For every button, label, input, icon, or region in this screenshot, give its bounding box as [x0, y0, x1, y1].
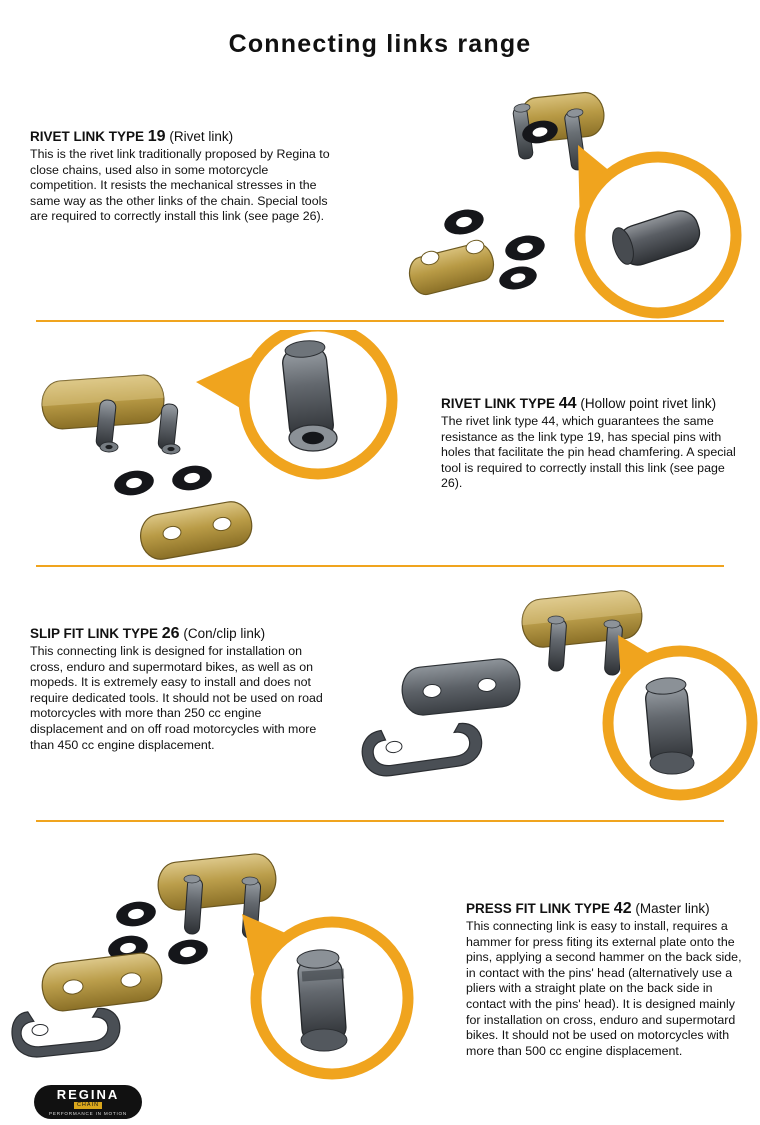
rivet-44-graphic	[20, 330, 420, 565]
section-divider	[36, 320, 724, 322]
heading-parenthetical: (Con/clip link)	[183, 626, 266, 641]
section-body: This connecting link is designed for installation on cross, enduro and supermotard bikes, as well as on mopeds. It is extremely easy to install and does not require dedicated tools. It should not be used on road motorcycles with more than 250 cc engine displacement and on off road motorcycles with more than 450 cc engine displacement.	[30, 644, 323, 752]
logo-tagline: CHAIN	[74, 1102, 102, 1109]
illustration-rivet-19	[400, 70, 760, 320]
section-body: The rivet link type 44, which guarantees the same resistance as the link type 19, has special pins with holes that facilitate the pin head chamfering. A special tool is required to correctly install this link (see page 26).	[441, 414, 736, 491]
section-text-slip-26	[30, 625, 335, 753]
section-heading	[441, 395, 741, 412]
magnifier-callout	[196, 330, 392, 474]
heading-number: 44	[558, 395, 577, 412]
logo-subtitle: PERFORMANCE IN MOTION	[48, 1111, 128, 1116]
o-rings	[112, 463, 214, 499]
illustration-rivet-44	[20, 330, 420, 565]
heading-number: 19	[147, 128, 166, 145]
heading-parenthetical: (Hollow point rivet link)	[580, 396, 717, 411]
section-text-rivet-19	[30, 128, 330, 225]
section-body: This is the rivet link traditionally proposed by Regina to close chains, used also in some motorcycle competition. It resists the mechanical stresses in the same way as the other links of the chain. Special tools are required to correctly install this link (see page 26).	[30, 147, 330, 224]
section-text-press-42	[466, 900, 744, 1059]
slip-26-graphic	[360, 575, 760, 820]
outer-plate-front	[406, 239, 498, 298]
heading-parenthetical: (Master link)	[635, 901, 710, 916]
logo-name: REGINA	[56, 1087, 120, 1102]
magnifier-callout	[578, 145, 736, 313]
heading-number: 26	[161, 625, 180, 642]
rivet-19-graphic	[400, 70, 760, 320]
section-heading	[30, 625, 335, 642]
spring-clip	[360, 717, 485, 779]
magnifier-callout	[242, 914, 408, 1074]
outer-plate-front	[137, 499, 255, 563]
section-heading	[466, 900, 744, 917]
press-42-graphic	[10, 830, 450, 1090]
heading-label: SLIP FIT LINK TYPE	[30, 626, 159, 641]
zoomed-pin	[296, 949, 347, 1051]
section-divider	[36, 565, 724, 567]
outer-plate-front	[40, 951, 165, 1013]
section-body: This connecting link is easy to install, requires a hammer for press fiting its external plate onto the pins, applying a second hammer on the back side, in contact with the pins' head (alternatively use a pliers with a straight plate on the back side in contact with the pins' head). It is designed mainly for installation on cross, enduro and supermotard bikes. It should not be used on motorcycles with more than 500 cc engine displacement.	[466, 919, 742, 1058]
heading-parenthetical: (Rivet link)	[169, 129, 234, 144]
slip-outer-plate	[400, 657, 522, 717]
section-text-rivet-44	[441, 395, 741, 492]
brand-logo	[34, 1085, 142, 1119]
illustration-press-42	[10, 830, 450, 1090]
heading-label: RIVET LINK TYPE	[441, 396, 556, 411]
heading-label: PRESS FIT LINK TYPE	[466, 901, 611, 916]
magnifier-callout	[608, 635, 752, 795]
zoomed-pin	[645, 676, 694, 774]
section-divider	[36, 820, 724, 822]
heading-number: 42	[613, 900, 632, 917]
heading-label: RIVET LINK TYPE	[30, 129, 145, 144]
section-heading	[30, 128, 330, 145]
page-title: Connecting links range	[228, 30, 532, 58]
illustration-slip-26	[360, 575, 760, 820]
